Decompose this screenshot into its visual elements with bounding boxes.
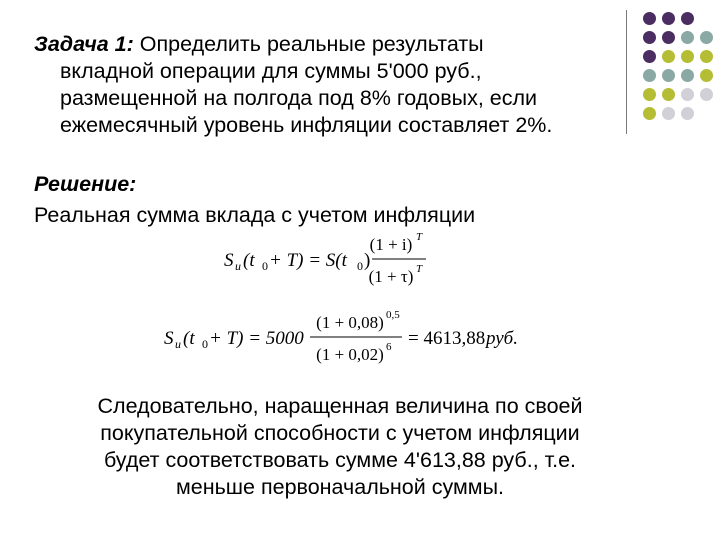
formula-calculation [160, 308, 560, 370]
dot [643, 50, 656, 63]
dot [700, 88, 713, 101]
conclusion-line-4: меньше первоначальной суммы. [175, 475, 504, 499]
dot [662, 31, 675, 44]
dot [643, 88, 656, 101]
solution-label: Решение: [34, 172, 137, 196]
dot [681, 69, 694, 82]
dot [643, 107, 656, 120]
dot [662, 69, 675, 82]
dot [681, 50, 694, 63]
conclusion-line-1: Следовательно, наращенная величина по своей [97, 394, 583, 418]
f2-args: (t [183, 328, 195, 349]
task-statement-start: Определить реальные результаты [133, 32, 484, 56]
dot [662, 88, 675, 101]
f2-numerator: (1 + 0,08) [316, 313, 384, 332]
f1-args-close: ) [364, 250, 371, 271]
dot [662, 50, 675, 63]
formula-general [220, 228, 450, 292]
f1-denominator: (1 + τ) [368, 267, 414, 286]
f1-sub: и [235, 259, 241, 273]
task-line-3: размещенной на полгода под 8% годовых, если [60, 86, 538, 110]
task-label: Задача 1: [34, 32, 134, 56]
vertical-divider [626, 10, 627, 134]
f1-args-sub: 0 [262, 259, 268, 273]
dot [662, 107, 675, 120]
f1-numerator: (1 + i) [369, 235, 413, 254]
dot [643, 69, 656, 82]
task-line-2: вкладной операции для суммы 5'000 руб., [60, 59, 482, 83]
dot [700, 31, 713, 44]
dot [643, 12, 656, 25]
f2-unit: руб. [486, 328, 518, 349]
conclusion-line-2: покупательной способности с учетом инфляции [100, 421, 580, 445]
f2-S: S [164, 328, 174, 349]
dot [681, 12, 694, 25]
f1-den-exp: T [416, 263, 423, 275]
f2-result: = 4613,88 [408, 328, 486, 349]
conclusion-block [40, 393, 640, 501]
dot [662, 12, 675, 25]
f2-args-tail: + T) = 5000 [209, 328, 304, 349]
dot [681, 31, 694, 44]
dot [681, 88, 694, 101]
f1-S: S [224, 250, 234, 271]
solution-text: Реальная сумма вклада с учетом инфляции [34, 203, 476, 227]
dot [681, 107, 694, 120]
f2-denominator: (1 + 0,02) [316, 345, 384, 364]
task-first-line [34, 31, 614, 58]
f2-den-exp: 6 [386, 341, 392, 353]
dot [643, 31, 656, 44]
f1-args-sub2: 0 [357, 259, 363, 273]
task-line-4: ежемесячный уровень инфляции составляет 2%. [60, 113, 553, 137]
dot [700, 69, 713, 82]
f2-num-exp: 0,5 [386, 309, 400, 321]
conclusion-line-3: будет соответствовать сумме 4'613,88 руб., т.е. [103, 448, 577, 472]
f1-args-tail: + T) = S(t [269, 250, 347, 271]
f1-args: (t [243, 250, 255, 271]
f2-sub: и [175, 337, 181, 351]
decorative-dot-grid [643, 12, 715, 124]
task-block [34, 31, 614, 139]
f1-num-exp: T [416, 231, 423, 243]
dot [700, 50, 713, 63]
f2-args-sub: 0 [202, 337, 208, 351]
